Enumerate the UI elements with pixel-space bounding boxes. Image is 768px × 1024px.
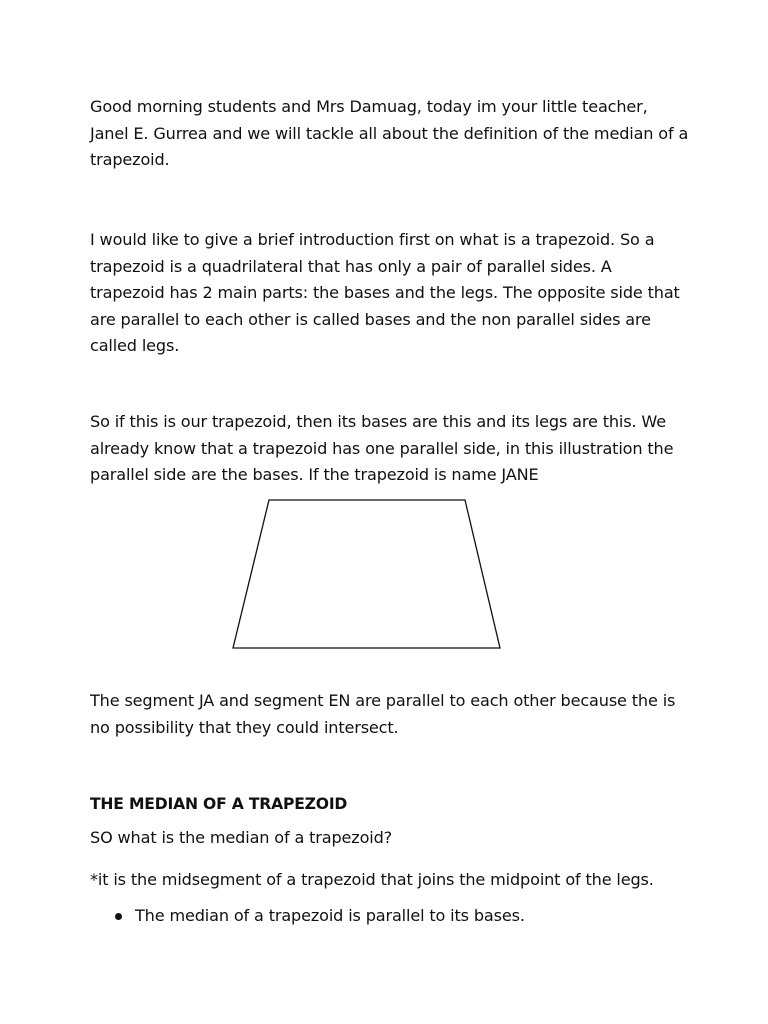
illustration-paragraph: So if this is our trapezoid, then its bases are this and its legs are this. We already know that a trapezoid has one parallel side, in this illustration the parallel side are the bases. If the trapezoid is name JANE [90, 412, 674, 484]
trapezoid-figure [228, 495, 504, 653]
intro-paragraph: Good morning students and Mrs Damuag, today im your little teacher, Janel E. Gurrea and we will tackle all about the definition of the median of a trapezoid. [90, 97, 689, 169]
bullet-text: The median of a trapezoid is parallel to its bases. [135, 906, 525, 925]
bullet-icon [115, 913, 122, 920]
trapezoid-definition-paragraph: I would like to give a brief introduction first on what is a trapezoid. So a trapezoid is a quadrilateral that has only a pair of parallel sides. A trapezoid has 2 main parts: the bases and the legs. The opposite side that are parallel to each other is called bases and the non parallel sides are called legs. [90, 230, 680, 355]
median-answer: *it is the midsegment of a trapezoid that joins the midpoint of the legs. [90, 870, 654, 889]
median-bullet-list [115, 904, 525, 928]
median-heading: THE MEDIAN OF A TRAPEZOID [90, 795, 348, 813]
trapezoid-shape [233, 500, 500, 648]
list-item [115, 904, 525, 928]
median-question: SO what is the median of a trapezoid? [90, 828, 393, 847]
segments-paragraph: The segment JA and segment EN are parallel to each other because the is no possibility that they could intersect. [90, 691, 676, 737]
